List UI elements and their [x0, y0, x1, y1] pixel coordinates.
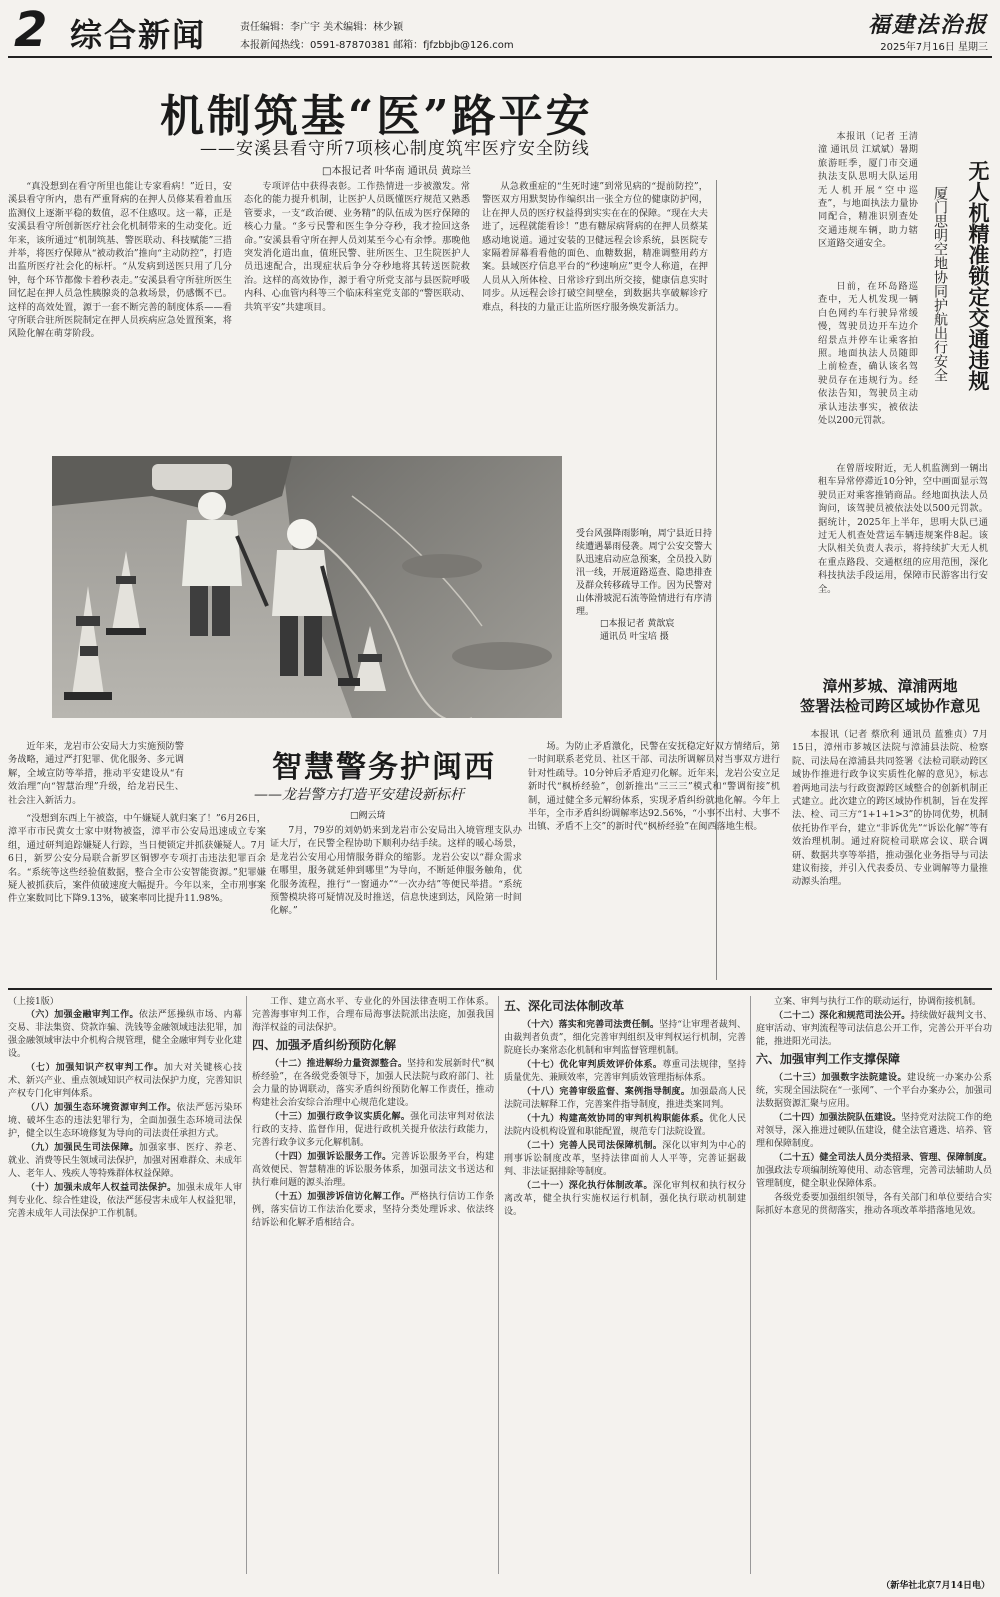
bottom-divider-2 [498, 996, 499, 1574]
side-column-2 [818, 280, 918, 460]
policy-item [252, 1111, 494, 1150]
continued-note: （上接1版） [8, 997, 59, 1007]
bottom-column-1-items [8, 1009, 242, 1221]
side-subhead: 厦门思明空地协同护航出行安全 [932, 186, 948, 382]
policy-item [504, 1140, 746, 1179]
section-5-title: 五、深化司法体制改革 [504, 999, 625, 1013]
policy-item-body: 加强未成年人审判专业化、综合性建设，依法严惩侵害未成年人权益犯罪，完善未成年人司法保护工作机制。 [8, 1183, 242, 1219]
section-name: 综合新闻 [70, 16, 207, 54]
policy-item-body: 加强最高人民法院司法解释工作，完善案件指导制度，推进类案同判。 [504, 1087, 746, 1110]
paper-logo: 福建法治报 [867, 12, 988, 38]
policy-item-body: 深化以审判为中心的刑事诉讼制度改革，坚持法律面前人人平等，完善证据裁判、非法证据排除等制度。 [504, 1141, 746, 1177]
policy-item-heading: （二十二）深化和规范司法公开。 [774, 1011, 911, 1021]
policy-item-heading: （九）加强民生司法保障。 [26, 1143, 139, 1153]
lead-byline: □本报记者 叶华南 通讯员 黄琮兰 [322, 166, 471, 177]
photo-credit-photographer: 通讯员 叶宝培 摄 [600, 632, 669, 642]
lead-paragraph-3: 从急救重症的“生死时速”到常见病的“提前防控”，警医双方用默契协作编织出一张全方位的健康防护网，让在押人员的医疗权益得到实实在在的保障。“现在大夫进了，远程就能看诊！”患有糖尿病肾病的在押人员蔡某感动地说道。通过安装的卫健远程会诊系统，县医院专家隔着屏幕看看他的面色、血糖数据，精准调整用药方案。县域医疗信息平台的“秒速响应”更令人称道，在押人员从入所体检、日常诊疗到出所交接，健康信息实时同步。从远程会诊打破空间壁垒，到数据共享破解诊疗难点，科技的力量正让监所医疗服务焕发新活力。 [482, 181, 708, 313]
policy-item [504, 1019, 746, 1058]
hotline-line: 本报新闻热线：0591-87870381 邮箱：fjfzbbjb@126.com [240, 40, 514, 51]
policy-item-body: 优化人民法院内设机构设置和职能配置，规范专门法院设置。 [504, 1114, 746, 1137]
policy-item [504, 1059, 746, 1085]
policy-item-heading: （十五）加强涉诉信访化解工作。 [270, 1192, 411, 1202]
policy-item [504, 1086, 746, 1112]
roadside-cleanup-photo [52, 456, 562, 718]
lead-paragraph-1: “真没想到在看守所里也能让专家看病！”近日，安溪县看守所内，患有严重肾病的在押人员修某看着血压监测仪上逐渐平稳的数值，忍不住感叹。这一幕，正是安溪县看守所创新医疗社会化机制带来的生动变化。近年来，该所通过“机制筑基、警医联动、科技赋能”三措并举，将医疗保障从“被动救治”推向“主动防控”，打造出监所医疗社会化的标杆。“从发病到送医只用了几分钟，每个环节都像卡着秒表走。”安溪县看守所驻所医生回忆起在押人员急性胰腺炎的急救场景，仍感慨不已。这样的高效处置，源于一套不断完善的制度体系——看守所联合驻所医院制定在押人员疾病应急处置预案，将风险化解在萌芽阶段。 [8, 181, 232, 340]
policy-item [756, 1010, 992, 1049]
policy-item [504, 1113, 746, 1139]
section-6-title: 六、加强审判工作支撑保障 [756, 1052, 901, 1066]
policy-item [252, 1058, 494, 1110]
policy-item [756, 1152, 992, 1191]
second-subhead: ——龙岩警方打造平安建设新标杆 [254, 787, 464, 803]
photo-credit-reporter: □本报记者 黄歆宸 [600, 619, 675, 629]
second-paragraph-3: 场。为防止矛盾激化，民警在安抚稳定好双方情绪后，第一时间联系老党员、社区干部、司法所调解员对当事双方进行针对性疏导。10分钟后矛盾迎刃化解。近年来，龙岩公安立足新时代“枫桥经验”，创新推出“三三三”模式和“警调衔接”机制，通过健全多元解纷体系，实现矛盾纠纷就地化解。今年上半年，全市矛盾纠纷调解率达92.56%，“小事不出村、大事不出镇、矛盾不上交”的新时代“枫桥经验”在闽西落地生根。 [528, 741, 780, 833]
bottom-column-1 [8, 996, 242, 1574]
second-lead-in-text: 近年来，龙岩市公安局大力实施预防警务战略，通过严打犯罪、优化服务、多元调解，全域宣防等举措，推动平安建设从“有效治理”向“智慧治理”升级，给龙岩民生、社会注入新活力。 [8, 741, 184, 806]
policy-item [252, 1191, 494, 1230]
side-paragraph-1: 本报讯（记者 王清潼 通讯员 江斌斌）暑期旅游旺季，厦门市交通执法支队思明大队运用无人机开展“空中巡查”，与地面执法力量协同配合，精准识别查处交通违规车辆，助力辖区道路交通安全。 [818, 131, 918, 250]
policy-item-heading: （十二）推进解纷力量资源整合。 [270, 1059, 408, 1069]
policy-item-body: 加强政法专项编制统筹使用、动态管理，完善司法辅助人员管理制度，健全职业保障体系。 [756, 1166, 992, 1189]
bottom-column-3-items [504, 1019, 746, 1219]
policy-item-body: 工作、建立高水平、专业化的外国法律查明工作体系。完善海事审判工作，合理布局海事法院派出法庭，加强我国海洋权益的司法保护。 [252, 997, 494, 1033]
policy-item [252, 996, 494, 1035]
policy-item-heading: （十六）落实和完善司法责任制。 [522, 1020, 660, 1030]
photo-credit [600, 618, 674, 644]
section-4-title: 四、加强矛盾纠纷预防化解 [252, 1038, 397, 1052]
county-headline [792, 676, 988, 716]
policy-item-body: 强化司法审判对依法行政的支持、监督作用，促进行政机关提升依法行政能力，完善行政争议多元化解机制。 [252, 1112, 494, 1148]
policy-item-heading: （十）加强未成年人权益司法保护。 [26, 1183, 177, 1193]
lead-paragraph-2: 专项评估中获得表彰。工作热情进一步被激发。常态化的能力提升机制，让医护人员既懂医疗规范又熟悉管要求，一支“政治硬、业务精”的队伍成为医疗保障的核心力量。“多亏民警和医生争分夺秒，我才捡回这条命。”安溪县看守所在押人员刘某至今心有余悸。那晚他突发消化道出血，值班民警、驻所医生、卫生院医护人员迅速配合，出现症状后争分夺秒地将其转送医院救治。这样的高效协作，源于看守所党支部与县医院呼吸内科、心血管内科等三个临床科室党支部的“警医联动、共筑平安”共建项目。 [244, 181, 470, 313]
side-column-3 [818, 462, 988, 642]
issue-date: 2025年7月16日 星期三 [880, 42, 988, 53]
policy-item-body: 坚持“让审理者裁判、由裁判者负责”，细化完善审判组织及审判权运行机制，完善院庭长办案常态化机制和审判监督管理机制。 [504, 1020, 746, 1056]
policy-item [8, 1062, 242, 1101]
policy-item-heading: （二十）完善人民司法保障机制。 [522, 1141, 663, 1151]
lead-column-1 [8, 180, 232, 445]
policy-item [8, 1142, 242, 1181]
policy-item-heading: （十八）完善审级监督、案例指导制度。 [522, 1087, 691, 1097]
page-number: 2 [14, 2, 48, 58]
policy-item-body: 持续做好裁判文书、庭审活动、审判流程等司法信息公开工作，完善公开平台功能，推进阳光司法。 [756, 1011, 992, 1047]
second-column-3 [528, 740, 780, 980]
side-paragraph-3: 在曾厝垵附近，无人机监测到一辆出租车异常停滞近10分钟，空中画面显示驾驶员正对乘客推销商品。经地面执法人员询问，该驾驶员被依法处以500元罚款。据统计，2025年上半年，思明大队已通过无人机查处营运车辆违规案件8起。该大队相关负责人表示，将持续扩大无人机在重点路段、交通枢纽的应用范围，深化科技执法手段运用，保障市民游客出行安全。 [818, 463, 988, 595]
second-column-2 [270, 824, 522, 980]
news-photo [52, 456, 562, 718]
second-byline: □阙云琦 [350, 811, 386, 821]
masthead [8, 2, 992, 58]
policy-item-heading: （二十四）加强法院队伍建设。 [774, 1113, 902, 1123]
policy-item-body: 立案、审判与执行工作的联动运行，协调衔接机制。 [774, 997, 982, 1007]
bottom-column-2 [252, 996, 494, 1574]
second-lead-in [8, 740, 184, 810]
section-rule [8, 988, 992, 990]
side-paragraph-2: 日前，在环岛路巡查中，无人机发现一辆白色网约车行驶异常缓慢，驾驶员边开车边介绍景点并停车让乘客拍照。地面执法人员随即上前检查，确认该名驾驶员存在违规行为。经依法告知，驾驶员主动承认违法事实，被依法处以200元罚款。 [818, 281, 918, 427]
policy-item-body: 完善诉讼服务平台，构建高效便民、智慧精准的诉讼服务体系，加强司法文书送达和执行难问题的源头治理。 [252, 1152, 494, 1188]
policy-item-heading: （六）加强金融审判工作。 [26, 1010, 139, 1020]
policy-item-body: 加大对关键核心技术、新兴产业、重点领域知识产权司法保护力度，完善知识产权专门化审判体系。 [8, 1063, 242, 1099]
policy-item-body: 依法严惩污染环境、破坏生态的违法犯罪行为，全面加强生态环境司法保护，健全以生态环境修复为导向的司法责任承担方式。 [8, 1103, 242, 1139]
county-column [792, 728, 988, 978]
policy-item [8, 1102, 242, 1141]
policy-item-heading: （十四）加强诉讼服务工作。 [270, 1152, 392, 1162]
sign-off: （新华社北京7月14日电） [881, 1581, 990, 1591]
policy-item-heading: （二十五）健全司法人员分类招录、管理、保障制度。 [774, 1153, 992, 1163]
policy-item-body: 坚持和发展新时代“枫桥经验”，在各级党委领导下，加强人民法院与政府部门、社会力量的协调联动，落实矛盾纠纷预防化解工作责任，推动构建社会治安综合治理中心规范化建设。 [252, 1059, 494, 1108]
policy-item-body: 严格执行信访工作条例，落实信访工作法治化要求，坚持分类处理诉求、依法终结诉讼和化解矛盾相结合。 [252, 1192, 494, 1228]
policy-item [504, 1180, 746, 1219]
county-paragraph: 本报讯（记者 蔡欣利 通讯员 蓝雅贞）7月15日，漳州市芗城区法院与漳浦县法院、检察院、司法局在漳浦县共同签署《法检司联动跨区域协作推进行政争议实质性化解的意见》，标志着两地司法与行政资源跨区域整合的创新机制正式建立。此次建立的跨区域协作机制，旨在发挥法、检、司三方“1+1+1>3”的协同优势，机制依托协作平台，建立“非诉优先”“诉讼化解”等有效治理机制。通过府院检司联席会议、联合调研、数据共享等举措，推动强化业务指导与司法建议衔接，并引入代表委员、专业调解等力量推动源头治理。 [792, 729, 988, 888]
second-paragraph-1: “没想到东西上午被盗，中午嫌疑人就归案了！”6月26日，漳平市市民黄女士家中财物被盗，漳平市公安局迅速成立专案组，通过研判追踪嫌疑人行踪，当日便锁定并抓获嫌疑人。7月6日，新罗公安分局联合新罗区铜锣亭专项打击违法犯罪百余名。“系统等这些经验值数据，整合全市公安智能资源。”犯罪嫌疑人被抓获后，案件侦破速度大幅提升。今年以来，全市刑事案件立案数同比下降9.13%，破案率同比提升11.98%。 [8, 813, 266, 905]
policy-item [756, 1072, 992, 1111]
bottom-divider-3 [750, 996, 751, 1574]
editors-line: 责任编辑：李广宇 美术编辑：林少颖 [240, 22, 404, 33]
second-column-1 [8, 812, 266, 980]
bottom-column-4-items [756, 996, 992, 1191]
policy-item-body: 尊重司法规律，坚持质量优先、兼顾效率，完善审判质效管理指标体系。 [504, 1060, 746, 1083]
policy-item-heading: （二十一）深化执行体制改革。 [522, 1181, 653, 1191]
county-headline-line-1: 漳州芗城、漳浦两地 [822, 677, 958, 695]
policy-item-body: 建设统一办案办公系统，实现全国法院在“一张网”、一个平台办案办公，加强司法数据资源汇聚与应用。 [756, 1073, 992, 1109]
policy-item-body: 坚持党对法院工作的绝对领导，深入推进过硬队伍建设，健全法官遴选、培养、管理和保障制度。 [756, 1113, 992, 1149]
policy-item [756, 1112, 992, 1151]
policy-item-body: 依法严惩操纵市场、内幕交易、非法集资、贷款诈骗、洗钱等金融领域违法犯罪，加强金融领域审法中介机构合规管理，健全金融审判专业化建设。 [8, 1010, 242, 1059]
policy-item-heading: （十九）构建高效协同的审判机构职能体系。 [522, 1114, 709, 1124]
bottom-column-4 [756, 996, 992, 1574]
photo-caption: 受台风强降雨影响，周宁县近日持续遭遇暴雨侵袭。周宁公安交警大队迅速启动应急预案，全员投入防汛一线，开展道路巡查、隐患排查及群众转移疏导工作。因为民警对山体滑坡泥石流等险情进行有序清理。 [576, 529, 712, 617]
second-headline: 智慧警务护闽西 [272, 750, 496, 785]
policy-item-heading: （十七）优化审判质效评价体系。 [522, 1060, 663, 1070]
lead-column-2 [244, 180, 470, 445]
policy-item [8, 1182, 242, 1221]
bottom-divider-1 [246, 996, 247, 1574]
policy-item [8, 1009, 242, 1061]
policy-item-heading: （七）加强知识产权审判工作。 [26, 1063, 164, 1073]
closing-paragraph: 各级党委要加强组织领导，各有关部门和单位要结合实际抓好本意见的贯彻落实，推动各项改革举措落地见效。 [756, 1193, 992, 1216]
lead-subhead: ——安溪县看守所7项核心制度筑牢医疗安全防线 [200, 139, 590, 159]
bottom-column-2-items [252, 996, 494, 1230]
policy-item-body: 加强家事、医疗、养老、就业、消费等民生领域司法保护，加强对困难群众、未成年人、老年人、残疾人等特殊群体权益保障。 [8, 1143, 242, 1179]
side-column-1 [818, 130, 918, 276]
policy-item [252, 1151, 494, 1190]
policy-item [756, 996, 992, 1009]
policy-item-body: 深化审判权和执行权分离改革，健全执行实施权运行机制，强化执行联动机制建设。 [504, 1181, 746, 1217]
county-headline-line-2: 签署法检司跨区域协作意见 [799, 697, 980, 715]
policy-item-heading: （二十三）加强数字法院建设。 [774, 1073, 907, 1083]
lead-headline: 机制筑基“医”路平安 [160, 91, 593, 142]
policy-item-heading: （十三）加强行政争议实质化解。 [270, 1112, 411, 1122]
second-paragraph-2: 7月，79岁的刘奶奶来到龙岩市公安局出入境管理支队办证大厅，在民警全程协助下顺利办结手续。这样的暖心场景，是龙岩公安用心用情服务群众的缩影。龙岩公安以“群众需求在哪里，服务就延伸到哪里”为导向，不断延伸服务触角，优化服务流程，推行“一窗通办”“一次办结”等便民举措。“系统预警模块将可疑情况及时推送，信息快速到达，风险第一时间化解。” [270, 825, 522, 917]
bottom-column-3 [504, 996, 746, 1574]
policy-item-heading: （八）加强生态环境资源审判工作。 [26, 1103, 177, 1113]
lead-column-3 [482, 180, 708, 445]
side-headline: 无人机精准锁定交通违规 [966, 160, 991, 391]
